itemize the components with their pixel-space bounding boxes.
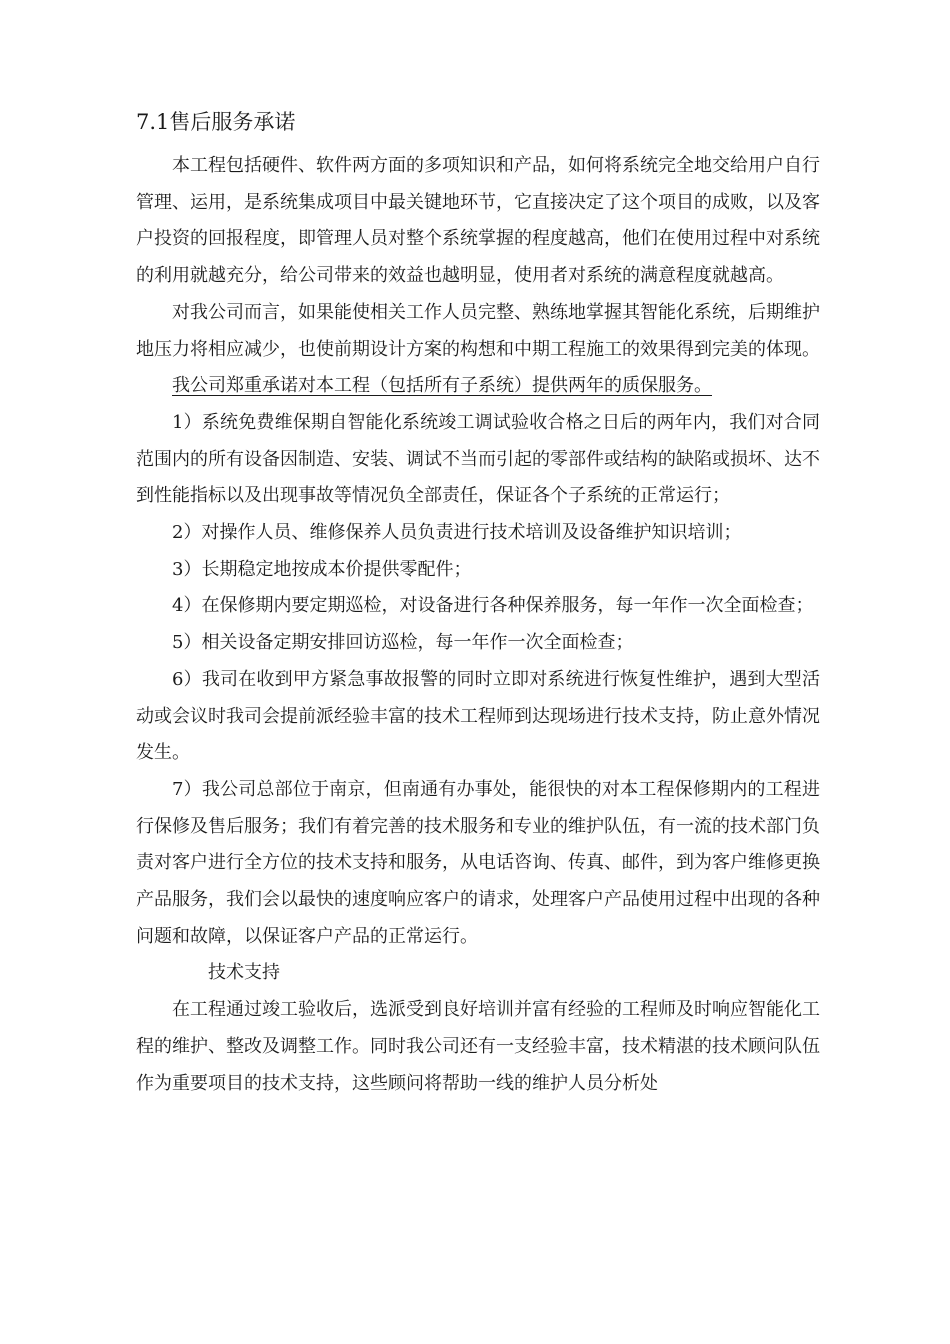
- list-item-5: 5）相关设备定期安排回访巡检，每一年作一次全面检查；: [172, 632, 634, 654]
- list-item-2: 2）对操作人员、维修保养人员负责进行技术培训及设备维护知识培训；: [172, 522, 742, 544]
- warranty-commitment-text: 我公司郑重承诺对本工程（包括所有子系统）提供两年的质保服务。: [172, 375, 712, 397]
- list-item-3: 3）长期稳定地按成本价提供零配件；: [172, 558, 472, 580]
- list-item-1: 1）系统免费维保期自智能化系统竣工调试验收合格之日后的两年内，我们对合同范围内的所有设备因制造、安装、调试不当而引起的零部件或结构的缺陷或损坏、达不到性能指标以及出现事故等情况负全部责任，保证各个子系统的正常运行；: [136, 411, 820, 507]
- document-body: [136, 148, 820, 1102]
- list-item-6: 6）我司在收到甲方紧急事故报警的同时立即对系统进行恢复性维护，遇到大型活动或会议时我司会提前派经验丰富的技术工程师到达现场进行技术支持，防止意外情况发生。: [136, 668, 820, 764]
- section-heading: 7.1售后服务承诺: [136, 110, 296, 134]
- paragraph-company-view: 对我公司而言，如果能使相关工作人员完整、熟练地掌握其智能化系统，后期维护地压力将相应减少，也使前期设计方案的构想和中期工程施工的效果得到完美的体现。: [136, 301, 820, 360]
- paragraph-warranty-commitment: [136, 368, 820, 405]
- list-item-7: 7）我公司总部位于南京，但南通有办事处，能很快的对本工程保修期内的工程进行保修及售后服务；我们有着完善的技术服务和专业的维护队伍，有一流的技术部门负责对客户进行全方位的技术支持和服务，从电话咨询、传真、邮件，到为客户维修更换产品服务，我们会以最快的速度响应客户的请求，处理客户产品使用过程中出现的各种问题和故障，以保证客户产品的正常运行。: [136, 778, 820, 947]
- paragraph-intro: 本工程包括硬件、软件两方面的多项知识和产品，如何将系统完全地交给用户自行管理、运用，是系统集成项目中最关键地环节，它直接决定了这个项目的成败，以及客户投资的回报程度，即管理人员对整个系统掌握的程度越高，他们在使用过程中对系统的利用就越充分，给公司带来的效益也越明显，使用者对系统的满意程度就越高。: [136, 155, 820, 287]
- paragraph-tech-support: 在工程通过竣工验收后，选派受到良好培训并富有经验的工程师及时响应智能化工程的维护、整改及调整工作。同时我公司还有一支经验丰富，技术精湛的技术顾问队伍作为重要项目的技术支持，这些顾问将帮助一线的维护人员分析处: [136, 999, 820, 1094]
- list-item-4: 4）在保修期内要定期巡检，对设备进行各种保养服务，每一年作一次全面检查；: [172, 595, 814, 617]
- subheading-tech-support: 技术支持: [208, 962, 280, 984]
